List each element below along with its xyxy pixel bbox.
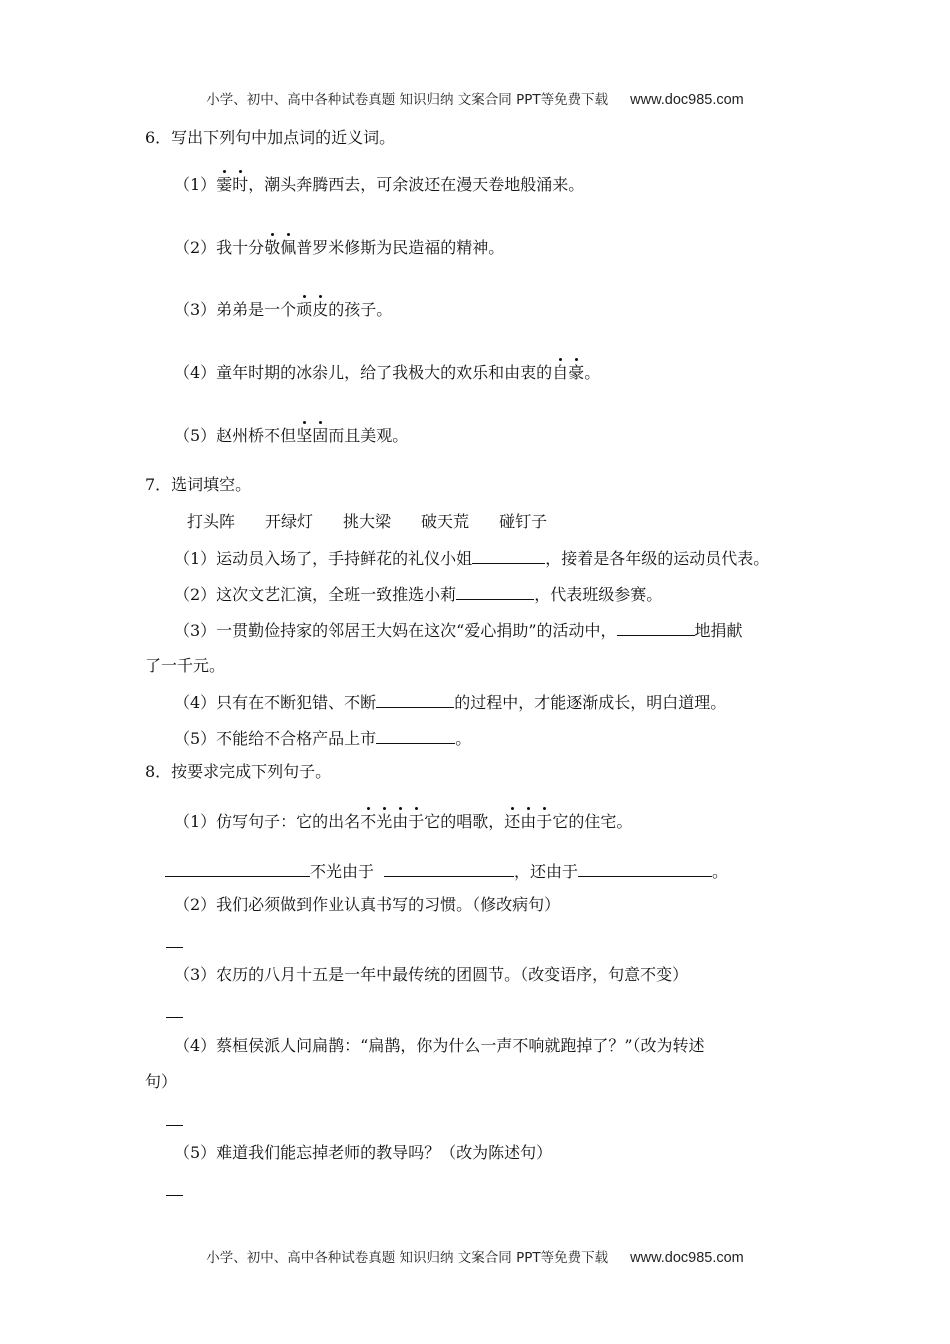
emphasis-char: 固 xyxy=(312,426,329,445)
answer-blank[interactable] xyxy=(376,691,454,708)
q8-item-4-cont: 句） xyxy=(145,1072,178,1091)
q6-item-5-post: 而且美观。 xyxy=(328,426,409,445)
emphasis-char: 由 xyxy=(392,812,409,831)
word-option: 破天荒 xyxy=(421,512,470,531)
q8-item-5 xyxy=(174,1142,552,1164)
q7-item-1-post: ，接着是各年级的运动员代表。 xyxy=(545,549,770,568)
q8-fill-1 xyxy=(165,860,728,883)
q8-item-2 xyxy=(174,894,560,916)
q7-item-2-pre: （2）这次文艺汇演，全班一致推选小莉 xyxy=(174,585,457,604)
q7-item-2 xyxy=(174,583,662,606)
q8-item-3 xyxy=(174,964,688,986)
emphasis-char: 佩 xyxy=(280,238,297,257)
q7-item-4-pre: （4）只有在不断犯错、不断 xyxy=(174,693,377,712)
q8-item-1-dotted-1 xyxy=(360,812,424,831)
q8-item-3-text: （3）农历的八月十五是一年中最传统的团圆节。（改变语序，句意不变） xyxy=(174,965,689,984)
emphasis-char: 豪 xyxy=(568,363,585,382)
q6-item-2-post: 普罗米修斯为民造福的精神。 xyxy=(296,238,505,257)
q7-item-3 xyxy=(174,619,743,642)
q8-fill-1-a: 不光由于 xyxy=(310,862,375,881)
answer-blank[interactable] xyxy=(456,583,534,600)
q6-item-2 xyxy=(174,237,504,259)
q7-item-2-post: ，代表班级参赛。 xyxy=(534,585,663,604)
q6-item-2-dotted xyxy=(264,238,296,257)
q7-item-1-pre: （1）运动员入场了，手持鲜花的礼仪小姐 xyxy=(174,549,473,568)
q8-item-1-post: 它的住宅。 xyxy=(552,812,633,831)
emphasis-char: 霎 xyxy=(216,175,233,194)
emphasis-char: 于 xyxy=(536,812,553,831)
q6-item-4 xyxy=(174,362,600,384)
word-option: 开绿灯 xyxy=(265,512,314,531)
q7-item-5 xyxy=(174,727,471,750)
q8-item-4 xyxy=(174,1035,705,1057)
answer-blank[interactable] xyxy=(472,547,545,564)
q8-item-1-pre: （1）仿写句子：它的出名 xyxy=(174,812,361,831)
q6-item-3 xyxy=(174,299,392,321)
answer-blank[interactable] xyxy=(617,619,695,636)
q7-title xyxy=(145,474,251,496)
q8-item-5-text: （5）难道我们能忘掉老师的教导吗？（改为陈述句） xyxy=(174,1143,553,1162)
emphasis-char: 不 xyxy=(360,812,377,831)
answer-line[interactable] xyxy=(166,1017,183,1018)
emphasis-char: 坚 xyxy=(296,426,313,445)
word-option: 挑大梁 xyxy=(343,512,392,531)
word-option: 碰钉子 xyxy=(499,512,548,531)
q7-item-5-post: 。 xyxy=(455,729,472,748)
emphasis-char: 还 xyxy=(504,812,521,831)
header-url[interactable]: www.doc985.com xyxy=(630,92,744,108)
q6-item-4-post: 。 xyxy=(584,363,601,382)
emphasis-char: 光 xyxy=(376,812,393,831)
emphasis-char: 皮 xyxy=(312,300,329,319)
q7-item-3-cont: 了一千元。 xyxy=(145,656,226,675)
header-url[interactable]: www.doc985.com xyxy=(630,1250,744,1266)
q7-item-5-pre: （5）不能给不合格产品上市 xyxy=(174,729,377,748)
answer-blank[interactable] xyxy=(384,860,514,877)
q6-item-1 xyxy=(174,174,584,196)
q6-item-3-post: 的孩子。 xyxy=(328,300,393,319)
emphasis-char: 由 xyxy=(520,812,537,831)
q8-title-text: 8．按要求完成下列句子。 xyxy=(145,762,332,781)
answer-blank[interactable] xyxy=(165,860,310,877)
q8-item-1 xyxy=(174,811,632,833)
q8-item-1-dotted-2 xyxy=(504,812,552,831)
q6-item-3-dotted xyxy=(296,300,328,319)
word-option: 打头阵 xyxy=(187,512,236,531)
q6-item-4-pre: （4）童年时期的冰尜儿，给了我极大的欢乐和由衷的 xyxy=(174,363,553,382)
emphasis-char: 顽 xyxy=(296,300,313,319)
q6-item-1-post: ，潮头奔腾西去，可余波还在漫天卷地般涌来。 xyxy=(248,175,585,194)
q7-item-1 xyxy=(174,547,769,570)
header-text: 小学、初中、高中各种试卷真题 知识归纳 文案合同 PPT等免费下载 xyxy=(206,1250,609,1266)
q7-item-3-continued xyxy=(145,655,225,677)
emphasis-char: 敬 xyxy=(264,238,281,257)
q6-title-text: 6．写出下列句中加点词的近义词。 xyxy=(145,128,396,147)
q8-item-4-text: （4）蔡桓侯派人问扁鹊：“扁鹊，你为什么一声不响就跑掉了？”（改为转述 xyxy=(174,1036,705,1055)
q6-title xyxy=(145,127,395,149)
q7-title-text: 7．选词填空。 xyxy=(145,475,252,494)
emphasis-char: 于 xyxy=(408,812,425,831)
q8-item-2-text: （2）我们必须做到作业认真书写的习惯。（修改病句） xyxy=(174,895,561,914)
q6-item-4-dotted xyxy=(552,363,584,382)
q7-item-3-pre: （3）一贯勤俭持家的邻居王大妈在这次“爱心捐助”的活动中， xyxy=(174,621,617,640)
q7-word-bank xyxy=(187,511,577,533)
q6-item-5-dotted xyxy=(296,426,328,445)
q8-item-4-continued xyxy=(145,1071,177,1093)
answer-blank[interactable] xyxy=(578,860,712,877)
q6-item-5-pre: （5）赵州桥不但 xyxy=(174,426,297,445)
page-header-top xyxy=(0,88,950,108)
q6-item-2-pre: （2）我十分 xyxy=(174,238,265,257)
q6-item-1-pre: （1） xyxy=(174,175,217,194)
q6-item-5 xyxy=(174,425,408,447)
q7-item-3-post: 地捐献 xyxy=(694,621,743,640)
answer-line[interactable] xyxy=(166,1125,183,1126)
emphasis-char: 时 xyxy=(232,175,249,194)
q6-item-1-dotted xyxy=(216,175,248,194)
page-header-bottom xyxy=(0,1246,950,1266)
emphasis-char: 自 xyxy=(552,363,569,382)
q8-title xyxy=(145,761,331,783)
q7-item-4-post: 的过程中，才能逐渐成长，明白道理。 xyxy=(454,693,727,712)
q8-fill-1-c: 。 xyxy=(712,862,729,881)
answer-blank[interactable] xyxy=(376,727,455,744)
q8-fill-1-b: ，还由于 xyxy=(514,862,579,881)
answer-line[interactable] xyxy=(166,1195,183,1196)
q6-item-3-pre: （3）弟弟是一个 xyxy=(174,300,297,319)
header-text: 小学、初中、高中各种试卷真题 知识归纳 文案合同 PPT等免费下载 xyxy=(206,92,609,108)
q8-item-1-mid: 它的唱歌， xyxy=(424,812,505,831)
q7-item-4 xyxy=(174,691,726,714)
answer-line[interactable] xyxy=(166,947,183,948)
